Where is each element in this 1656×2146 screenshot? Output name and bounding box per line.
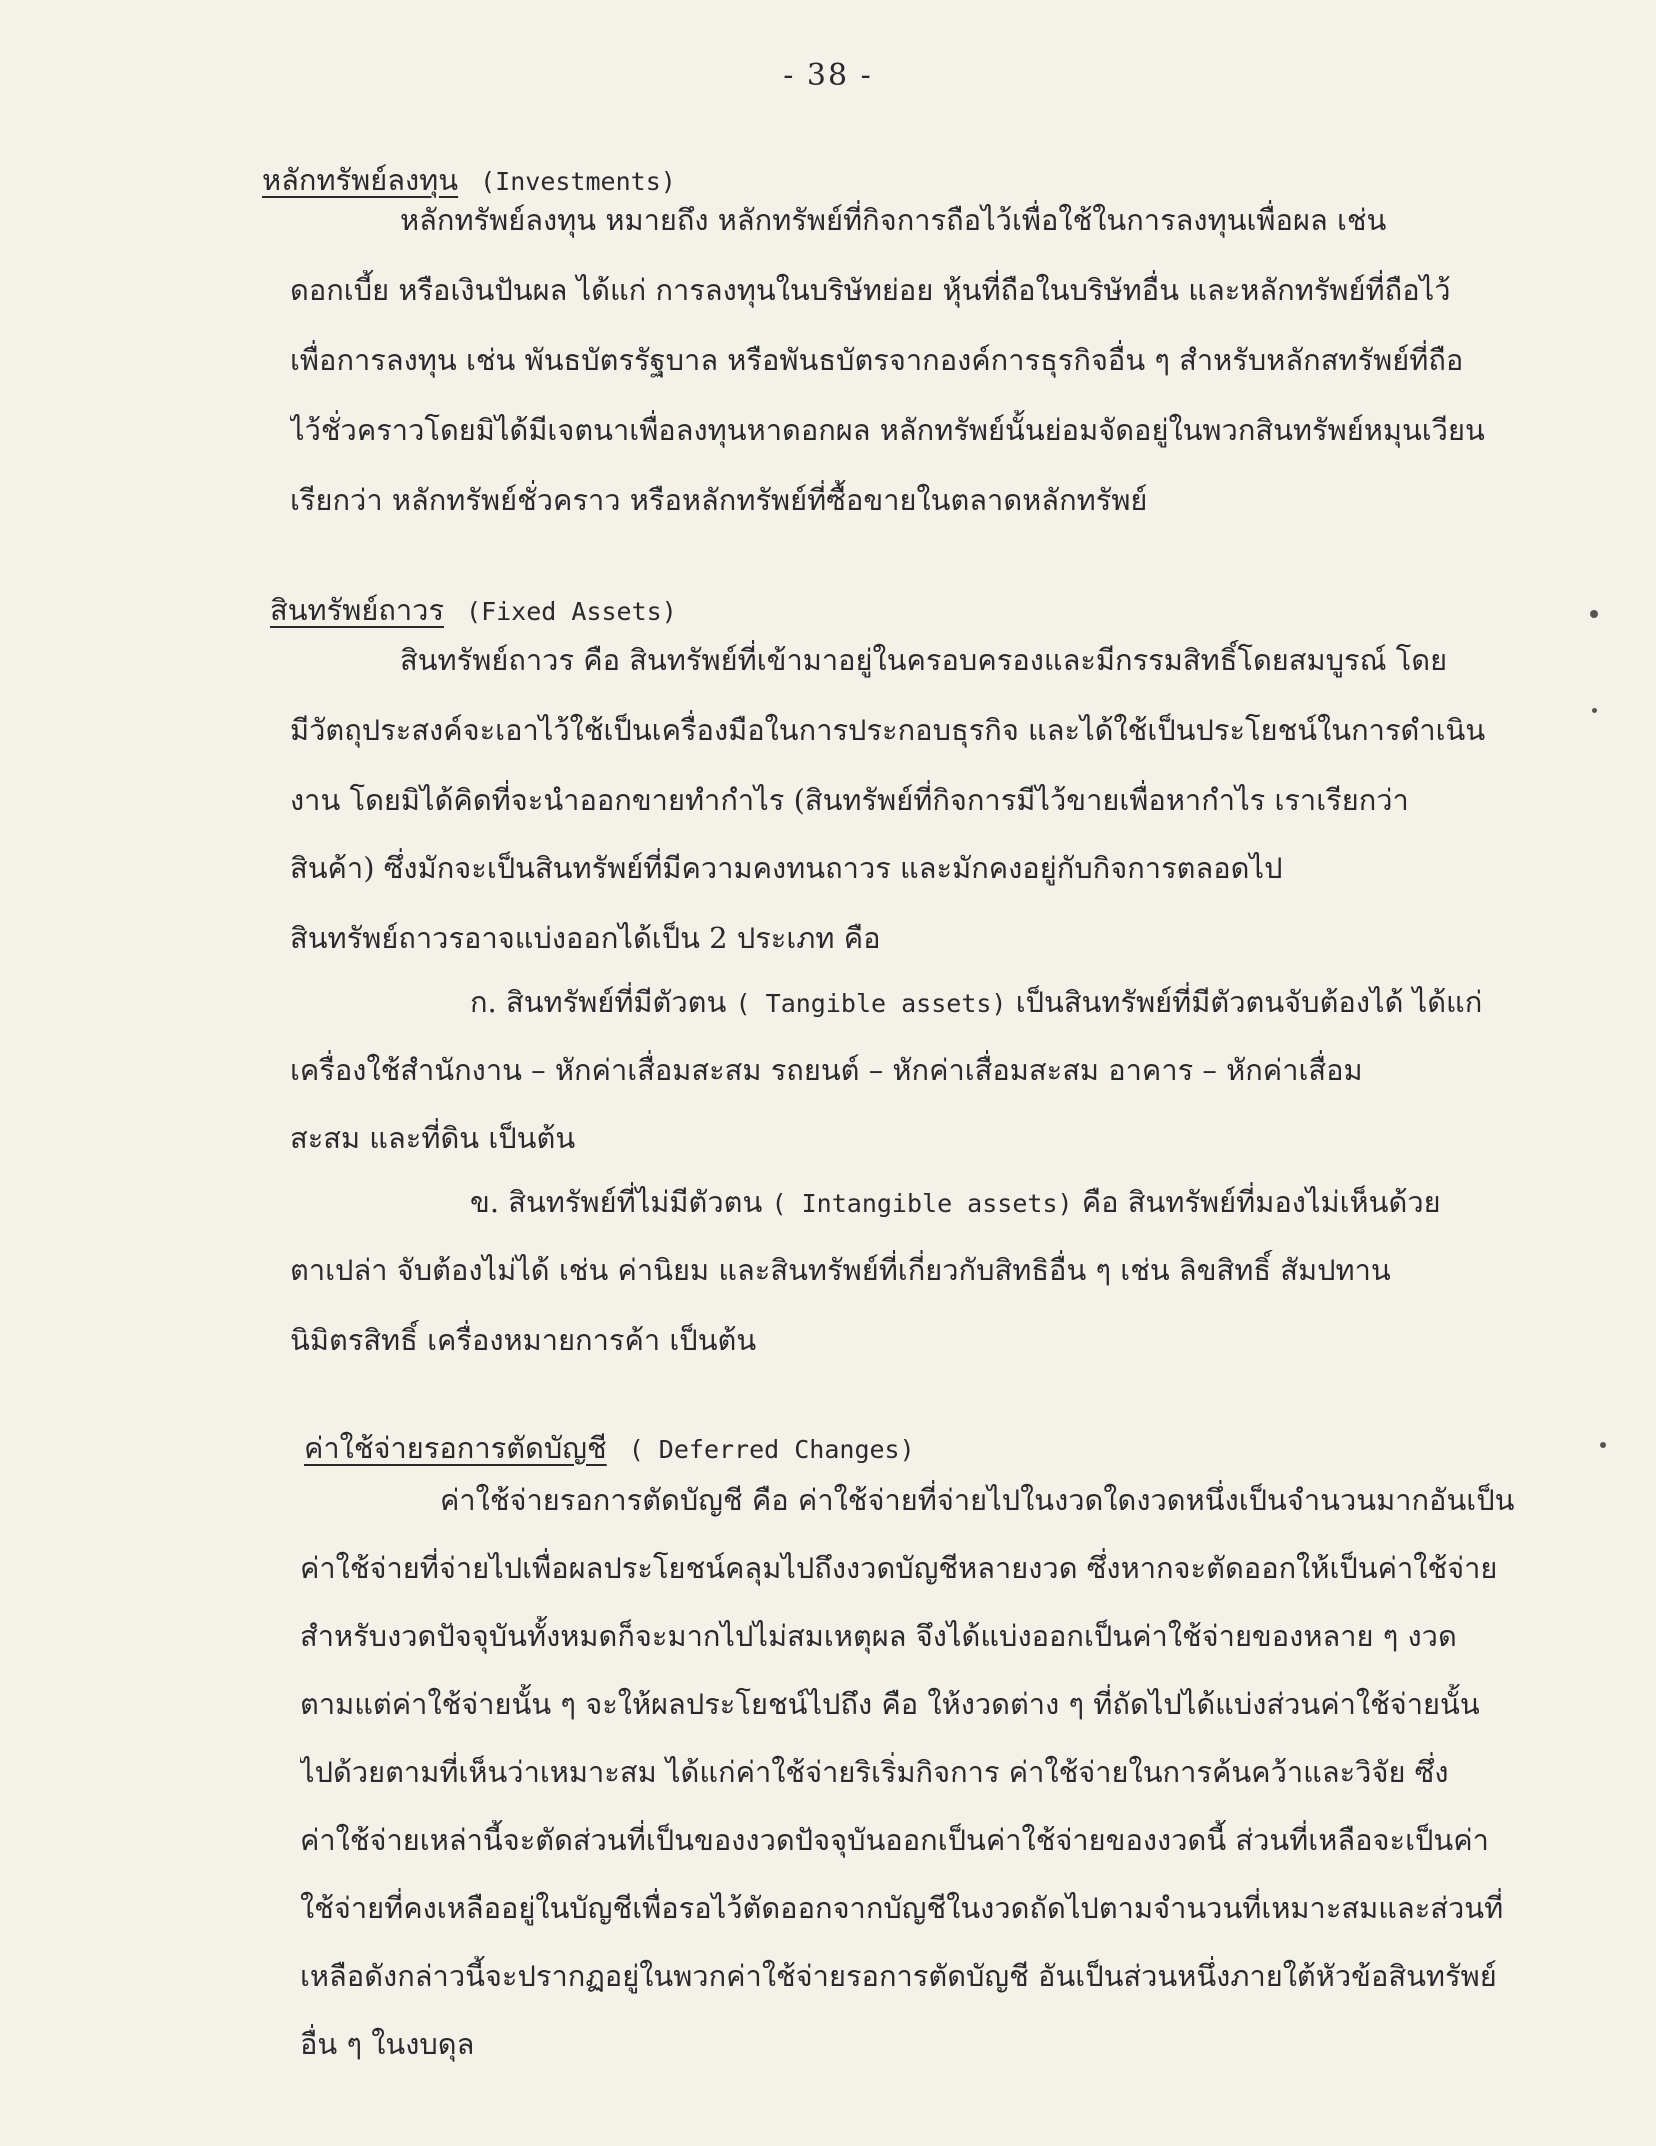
paragraph-line: ไปด้วยตามที่เห็นว่าเหมาะสม ได้แก่ค่าใช้จ่ายริเริ่มกิจการ ค่าใช้จ่ายในการค้นคว้าและวิจัย ซึ่ง [300, 1755, 1449, 1789]
paragraph-line: อื่น ๆ ในงบดุล [300, 2027, 475, 2061]
heading-thai: ค่าใช้จ่ายรอการตัดบัญชี [304, 1431, 607, 1465]
page-number: - 38 - [783, 58, 873, 93]
paragraph-line: สำหรับงวดปัจจุบันทั้งหมดก็จะมากไปไม่สมเหตุผล จึงได้แบ่งออกเป็นค่าใช้จ่ายของหลาย ๆ งวด [300, 1619, 1457, 1653]
paragraph-line: ตามแต่ค่าใช้จ่ายนั้น ๆ จะให้ผลประโยชน์ไปถึง คือ ให้งวดต่าง ๆ ที่ถัดไปได้แบ่งส่วนค่าใช้จ่ายนั้น [300, 1687, 1480, 1721]
paragraph-line: เรียกว่า หลักทรัพย์ชั่วคราว หรือหลักทรัพย์ที่ซื้อขายในตลาดหลักทรัพย์ [290, 483, 1148, 517]
tangible-label: ก. สินทรัพย์ที่มีตัวตน [470, 985, 727, 1019]
paragraph-line: ดอกเบี้ย หรือเงินปันผล ได้แก่ การลงทุนในบริษัทย่อย หุ้นที่ถือในบริษัทอื่น และหลักทรัพย์ที่ถือไว้ [290, 273, 1451, 307]
paragraph-line: ค่าใช้จ่ายรอการตัดบัญชี คือ ค่าใช้จ่ายที่จ่ายไปในงวดใดงวดหนึ่งเป็นจำนวนมากอันเป็น [440, 1483, 1515, 1517]
paper-speck [1600, 1442, 1606, 1448]
intangible-assets-line [470, 1182, 1520, 1224]
paragraph-line: สะสม และที่ดิน เป็นต้น [290, 1121, 576, 1155]
paragraph-line: งาน โดยมิได้คิดที่จะนำออกขายทำกำไร (สินทรัพย์ที่กิจการมีไว้ขายเพื่อหากำไร เราเรียกว่า [290, 783, 1409, 817]
section-heading-investments [262, 160, 676, 202]
tangible-rest: เป็นสินทรัพย์ที่มีตัวตนจับต้องได้ ได้แก่ [1006, 985, 1483, 1019]
intangible-rest: คือ สินทรัพย์ที่มองไม่เห็นด้วย [1072, 1185, 1441, 1219]
heading-thai: หลักทรัพย์ลงทุน [262, 163, 459, 197]
paragraph-line: ค่าใช้จ่ายเหล่านี้จะตัดส่วนที่เป็นของงวดปัจจุบันออกเป็นค่าใช้จ่ายของงวดนี้ ส่วนที่เหลือจะเป็นค่า [300, 1823, 1489, 1857]
paragraph-line: หลักทรัพย์ลงทุน หมายถึง หลักทรัพย์ที่กิจการถือไว้เพื่อใช้ในการลงทุนเพื่อผล เช่น [400, 203, 1387, 237]
paragraph-line: เพื่อการลงทุน เช่น พันธบัตรรัฐบาล หรือพันธบัตรจากองค์การธุรกิจอื่น ๆ สำหรับหลักสทรัพย์ที่ถือ [290, 343, 1464, 377]
tangible-english: ( Tangible assets) [735, 989, 1007, 1018]
heading-english: (Fixed Assets) [466, 597, 677, 626]
tangible-assets-line [470, 982, 1520, 1024]
section-heading-fixed-assets [270, 590, 677, 632]
intangible-english: ( Intangible assets) [771, 1189, 1073, 1218]
paragraph-line: สินค้า) ซึ่งมักจะเป็นสินทรัพย์ที่มีความคงทนถาวร และมักคงอยู่กับกิจการตลอดไป [290, 851, 1283, 885]
heading-english: ( Deferred Changes) [628, 1435, 915, 1464]
section-heading-deferred [304, 1428, 915, 1470]
paragraph-line: สินทรัพย์ถาวร คือ สินทรัพย์ที่เข้ามาอยู่ในครอบครองและมีกรรมสิทธิ์โดยสมบูรณ์ โดย [400, 643, 1448, 677]
paragraph-line: ใช้จ่ายที่คงเหลืออยู่ในบัญชีเพื่อรอไว้ตัดออกจากบัญชีในงวดถัดไปตามจำนวนที่เหมาะสมและส่วนที่ [300, 1891, 1504, 1925]
heading-english: (Investments) [480, 167, 676, 196]
paragraph-line: เหลือดังกล่าวนี้จะปรากฏอยู่ในพวกค่าใช้จ่ายรอการตัดบัญชี อันเป็นส่วนหนึ่งภายใต้หัวข้อสินทรัพย์ [300, 1959, 1497, 1993]
paragraph-line: เครื่องใช้สำนักงาน – หักค่าเสื่อมสะสม รถยนต์ – หักค่าเสื่อมสะสม อาคาร – หักค่าเสื่อม [290, 1053, 1363, 1087]
paragraph-line: มีวัตถุประสงค์จะเอาไว้ใช้เป็นเครื่องมือในการประกอบธุรกิจ และได้ใช้เป็นประโยชน์ในการดำเนิน [290, 713, 1486, 747]
paper-speck [1590, 610, 1598, 618]
paragraph-line: ตาเปล่า จับต้องไม่ได้ เช่น ค่านิยม และสินทรัพย์ที่เกี่ยวกับสิทธิอื่น ๆ เช่น ลิขสิทธิ์ สัมปทาน [290, 1253, 1391, 1287]
paper-speck [1592, 708, 1597, 713]
paragraph-line: ไว้ชั่วคราวโดยมิได้มีเจตนาเพื่อลงทุนหาดอกผล หลักทรัพย์นั้นย่อมจัดอยู่ในพวกสินทรัพย์หมุนเวียน [290, 413, 1485, 447]
paragraph-line: ค่าใช้จ่ายที่จ่ายไปเพื่อผลประโยชน์คลุมไปถึงงวดบัญชีหลายงวด ซึ่งหากจะตัดออกให้เป็นค่าใช้จ่าย [300, 1551, 1498, 1585]
heading-thai: สินทรัพย์ถาวร [270, 593, 445, 627]
paragraph-line: นิมิตรสิทธิ์ เครื่องหมายการค้า เป็นต้น [290, 1323, 757, 1357]
paragraph-line: สินทรัพย์ถาวรอาจแบ่งออกได้เป็น 2 ประเภท คือ [290, 921, 881, 955]
intangible-label: ข. สินทรัพย์ที่ไม่มีตัวตน [470, 1185, 763, 1219]
